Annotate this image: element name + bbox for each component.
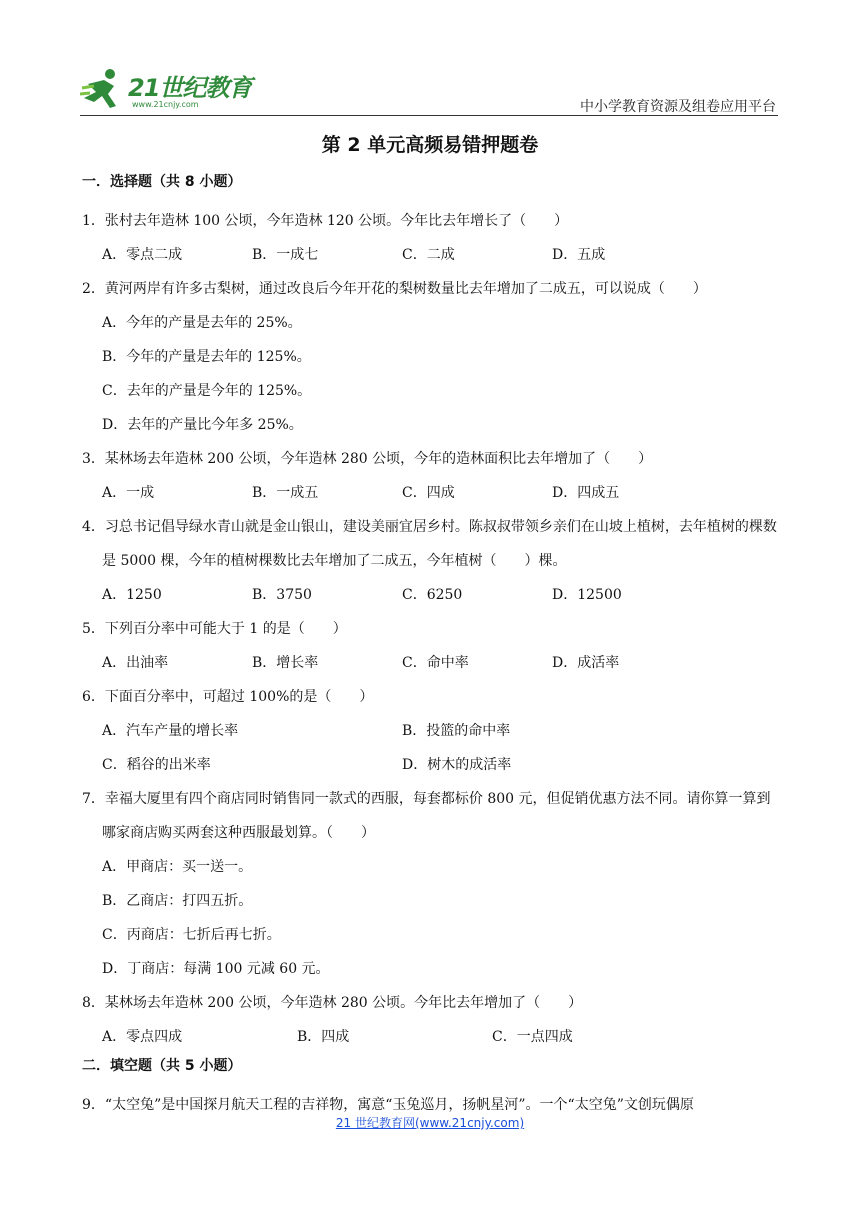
option-a: A．零点二成 [102,247,183,263]
option-a: A．甲商店：买一送一。 [102,859,253,875]
question-list [82,170,782,1122]
options-row [82,1020,782,1054]
option-d: D．五成 [552,247,606,263]
footer-link[interactable]: 21 世纪教育网(www.21cnjy.com) [335,1116,525,1130]
page-title: 第 2 单元高频易错押题卷 [321,134,539,156]
question-stem: 8．某林场去年造林 200 公顷，今年造林 280 公顷。今年比去年增加了（ ） [82,995,583,1011]
question-stem: 7．幸福大厦里有四个商店同时销售同一款式的西服，每套都标价 800 元，但促销优惠方法不同。请你算一算到哪家商店购买两套这种西服最划算。（ ） [82,791,771,841]
option-c: C．一点四成 [492,1029,573,1045]
option-a: A．出油率 [102,655,169,671]
options-row [82,476,782,510]
question-6 [82,680,782,782]
question-8 [82,986,782,1054]
option-a: A．1250 [102,587,162,603]
running-figure-icon [80,66,126,110]
option-c: C．6250 [402,587,463,603]
option-d: D．树木的成活率 [402,757,512,773]
option-c: C．稻谷的出米率 [102,757,211,773]
logo-url: www.21cnjy.com [132,100,199,109]
question-stem: 9．“太空兔”是中国探月航天工程的吉祥物，寓意“玉兔巡月，扬帆星河”。一个“太空兔”文创玩偶原 [82,1097,694,1113]
platform-name: 中小学教育资源及组卷应用平台 [580,99,776,115]
option-b: B．一成七 [252,247,319,263]
header-divider [80,115,778,116]
options-row [82,238,782,272]
logo-text: 21世纪教育 [128,74,252,102]
option-d: D．四成五 [552,485,620,501]
option-b: B．四成 [297,1029,350,1045]
option-b: B．一成五 [252,485,319,501]
options-row [82,748,782,782]
question-4 [82,510,782,612]
option-d: D．去年的产量比今年多 25%。 [102,417,303,433]
options-row [82,714,782,748]
option-d: D．12500 [552,587,622,603]
question-5 [82,612,782,680]
question-stem: 5．下列百分率中可能大于 1 的是（ ） [82,621,347,637]
option-c: C．丙商店：七折后再七折。 [102,927,281,943]
page-header [80,62,778,118]
option-a: A．一成 [102,485,155,501]
option-b: B．今年的产量是去年的 125%。 [102,349,311,365]
option-b: B．增长率 [252,655,319,671]
question-stem: 3．某林场去年造林 200 公顷，今年造林 280 公顷，今年的造林面积比去年增加了（ ） [82,451,653,467]
option-b: B．投篮的命中率 [402,723,511,739]
question-stem: 6．下面百分率中，可超过 100%的是（ ） [82,689,374,705]
logo [80,62,260,116]
options-row [82,646,782,680]
option-b: B．乙商店：打四五折。 [102,893,253,909]
option-b: B．3750 [252,587,312,603]
option-d: D．成活率 [552,655,620,671]
option-d: D．丁商店：每满 100 元减 60 元。 [102,961,330,977]
options-row [82,578,782,612]
question-1 [82,204,782,272]
question-7 [82,782,782,986]
option-a: A．零点四成 [102,1029,183,1045]
option-c: C．四成 [402,485,455,501]
section-heading-choice: 一．选择题（共 8 小题） [82,174,242,190]
question-stem: 1．张村去年造林 100 公顷，今年造林 120 公顷。今年比去年增长了（ ） [82,213,569,229]
option-c: C．命中率 [402,655,469,671]
option-a: A．今年的产量是去年的 25%。 [102,315,302,331]
section-heading-fill: 二．填空题（共 5 小题） [82,1058,242,1074]
question-stem: 2．黄河两岸有许多古梨树，通过改良后今年开花的梨树数量比去年增加了二成五，可以说成（ ） [82,281,707,297]
question-3 [82,442,782,510]
question-2 [82,272,782,442]
question-stem: 4．习总书记倡导绿水青山就是金山银山，建设美丽宜居乡村。陈叔叔带领乡亲们在山坡上植树，去年植树的棵数是 5000 棵，今年的植树棵数比去年增加了二成五，今年植树（ ）棵。 [82,519,777,569]
option-c: C．二成 [402,247,455,263]
option-a: A．汽车产量的增长率 [102,723,239,739]
option-c: C．去年的产量是今年的 125%。 [102,383,312,399]
